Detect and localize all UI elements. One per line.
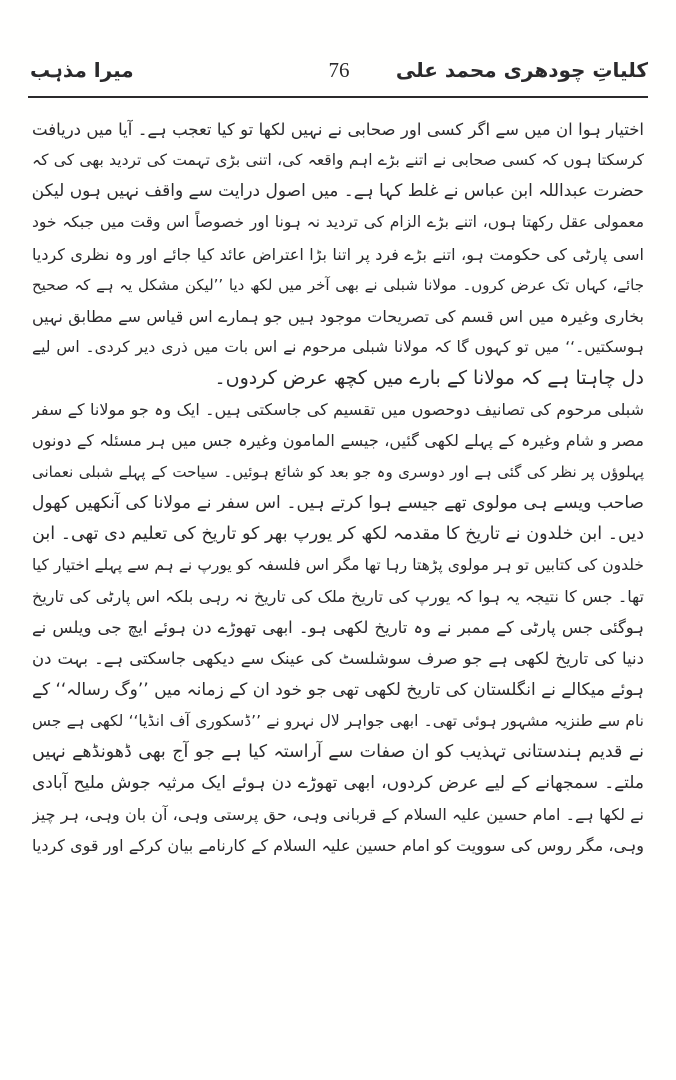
text-line: کرسکتا ہوں کہ کسی صحابی نے اتنے بڑے اہم واقعہ کی، اتنی بڑی تہمت کی تردید بھی کی کہ (32, 151, 644, 170)
text-line: ہوسکتیں۔‘‘ میں تو کہوں گا کہ مولانا شبلی مرحوم نے اس بات میں ذری دیر کردی۔ اس لیے (32, 337, 644, 356)
text-line: ہوئے میکالے نے انگلستان کی تاریخ لکھی تھی جو خود ان کے زمانہ میں ’’وگ رسالہ‘‘ کے (32, 679, 644, 700)
text-line: بخاری وغیرہ میں اس قسم کی تصریحات موجود ہیں جو ہمارے اس قیاس سے مطابق نہیں (32, 306, 644, 326)
text-line: معمولی عقل رکھتا ہوں، اتنے بڑے الزام کی تردید نہ ہونا اور خصوصاً اس وقت میں جبکہ خود (32, 213, 644, 232)
text-line: شبلی مرحوم کی تصانیف دوحصوں میں تقسیم کی جاسکتی ہیں۔ ایک وہ جو مولانا کے سفر (32, 400, 644, 420)
text-line: جائے، کہاں تک عرض کروں۔ مولانا شبلی نے بھی آخر میں لکھ دیا ’’لیکن مشکل یہ ہے کہ صحیح (32, 275, 644, 294)
book-title: کلیاتِ چودھری محمد علی (395, 58, 648, 82)
text-line: دیں۔ ابن خلدون نے تاریخ کا مقدمہ لکھ کر یورپ بھر کو تاریخ کی تعلیم دی تھی۔ ابن (32, 523, 644, 544)
text-line: نے لکھا ہے۔ امام حسین علیہ السلام کے قربانی وہی، حق پرستی وہی، آن بان وہی، ہر چیز (32, 805, 644, 825)
text-line: مصر و شام وغیرہ کے پہلے لکھی گئیں، جیسے المامون وغیرہ جس میں ہر مسئلہ کے دونوں (32, 431, 644, 451)
header-divider (28, 96, 648, 98)
text-line: ہوگئی جس پارٹی کے ممبر نے وہ تاریخ لکھی ہو۔ ابھی تھوڑے دن ہوئے ایچ جی ویلس نے (32, 618, 644, 638)
text-line: حضرت عبداللہ ابن عباس نے غلط کہا ہے۔ میں اصول درایت سے واقف نہیں ہوں لیکن (32, 181, 644, 202)
text-line: اسی پارٹی کی حکومت ہو، اتنے بڑے فرد پر اتنا بڑا اعتراض عائد کیا جائے اور وہ نظری کردیا (32, 244, 644, 264)
text-line: نام سے طنزیہ مشہور ہوئی تھی۔ ابھی جواہر لال نہرو نے ’’ڈسکوری آف انڈیا‘‘ لکھی ہے جس (32, 711, 644, 730)
text-line: خلدون کی کتابیں تو ہر مولوی پڑھتا رہا تھا مگر اس فلسفہ کو یورپ نے ہم سے پہلے اختیار کیا (32, 555, 644, 574)
text-line: تھا۔ جس کا نتیجہ یہ ہوا کہ یورپ کی تاریخ ملک کی تاریخ نہ رہی بلکہ اس پارٹی کی تاریخ (32, 587, 644, 607)
page-body (32, 114, 644, 861)
text-line: پہلوؤں پر نظر کی گئی ہے اور دوسری وہ جو بعد کو شائع ہوئیں۔ سیاحت کے پہلے شبلی نعمانی (32, 462, 644, 481)
page-number: 76 (328, 58, 350, 82)
text-line: صاحب ویسے ہی مولوی تھے جیسے ہوا کرتے ہیں۔ اس سفر نے مولانا کی آنکھیں کھول (32, 492, 644, 513)
text-line: دنیا کی تاریخ لکھی ہے جو صرف سوشلسٹ کی عینک سے دیکھی جاسکتی ہے۔ بہت دن (32, 649, 644, 669)
text-line: ملتے۔ سمجھانے کے لیے عرض کردوں، ابھی تھوڑے دن ہوئے ایک مرثیہ جوش ملیح آبادی (32, 772, 644, 793)
chapter-title: میرا مذہب (30, 58, 134, 82)
text-line: نے قدیم ہندستانی تہذیب کو ان صفات سے آراستہ کیا ہے جو آج بھی ڈھونڈھے نہیں (32, 741, 644, 762)
text-line: اختیار ہوا ان میں سے اگر کسی اور صحابی نے نہیں لکھا تو کیا تعجب ہے۔ آیا میں دریافت (32, 120, 644, 139)
text-line: وہی، مگر روس کی سوویت کو امام حسین علیہ السلام کے کارنامے بیان کرکے اور قوی کردیا (32, 836, 644, 856)
text-line: دل چاہتا ہے کہ مولانا کے بارے میں کچھ عرض کردوں۔ (214, 367, 644, 390)
